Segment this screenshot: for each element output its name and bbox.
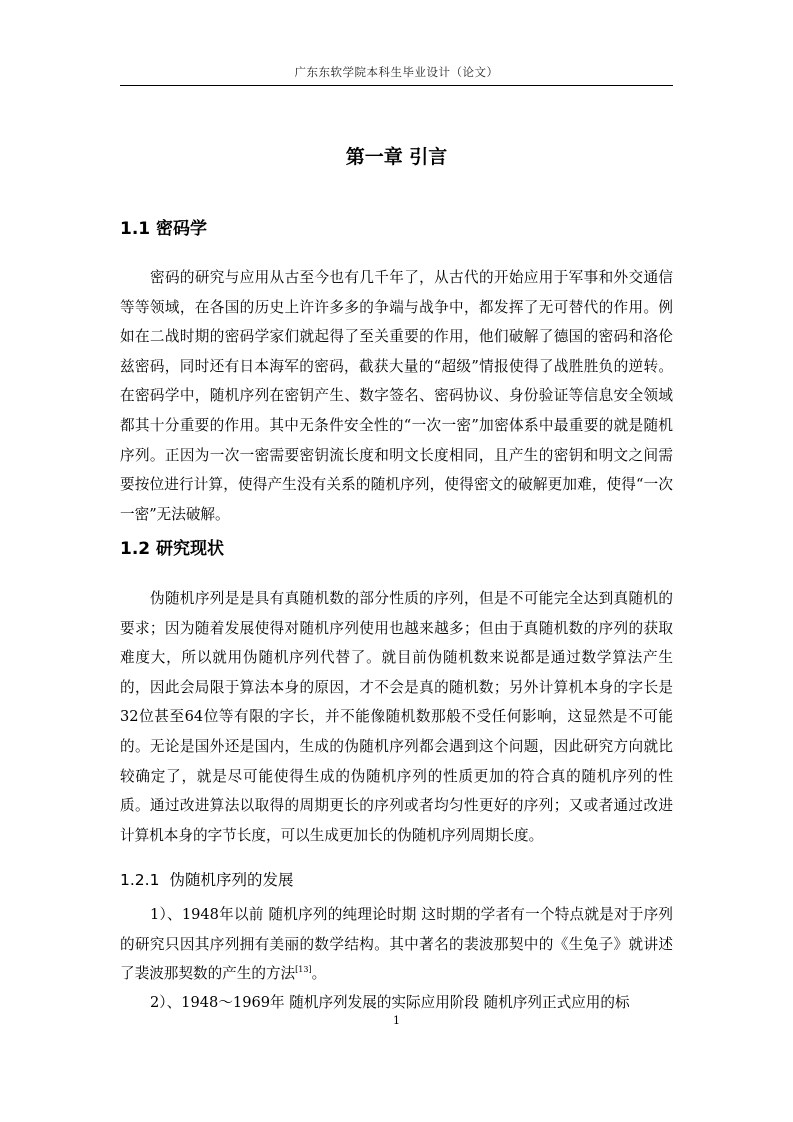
list-item-1-text: 1）、1948年以前 随机序列的纯理论时期 这时期的学者有一个特点就是对于序列的研究只因其序列拥有美丽的数学结构。其中著名的裴波那契中的《生兔子》就讲述了裴波那契数的产生的方法 [120,906,673,983]
list-item-1-end: 。 [311,965,327,983]
subsection-title: 伪随机序列的发展 [169,871,294,889]
list-item-1 [120,900,673,989]
section-1-1-paragraph: 密码的研究与应用从古至今也有几千年了，从古代的开始应用于军事和外交通信等等领域，在各国的历史上许许多多的争端与战争中，都发挥了无可替代的作用。例如在二战时期的密码学家们就起得了至关重要的作用，他们破解了德国的密码和洛伦兹密码，同时还有日本海军的密码，截获大量的“超级”情报使得了战胜胜负的逆转。在密码学中，随机序列在密钥产生、数字签名、密码协议、身份验证等信息安全领域都其十分重要的作用。其中无条件安全性的“一次一密”加密体系中最重要的就是随机序列。正因为一次一密需要密钥流长度和明文长度相同，且产生的密钥和明文之间需要按位进行计算，使得产生没有关系的随机序列，使得密文的破解更加难，使得“一次一密”无法破解。 [120,269,673,523]
citation-ref: [13] [295,965,312,975]
section-heading-1-1: 1.1 密码学 [120,219,208,239]
subsection-number: 1.2.1 [120,871,160,889]
section-heading-1-2: 1.2 研究现状 [120,539,225,559]
section-1-2-paragraph: 伪随机序列是是具有真随机数的部分性质的序列，但是不可能完全达到真随机的要求；因为随着发展使得对随机序列使用也越来越多；但由于真随机数的序列的获取难度大，所以就用伪随机序列代替了。就目前伪随机数来说都是通过数学算法产生的，因此会局限于算法本身的原因，才不会是真的随机数；另外计算机本身的字长是32位甚至64位等有限的字长，并不能像随机数那般不受任何影响，这显然是不可能的。无论是国外还是国内，生成的伪随机序列都会遇到这个问题，因此研究方向就比较确定了，就是尽可能使得生成的伪随机序列的性质更加的符合真的随机序列的性质。通过改进算法以取得的周期更长的序列或者均匀性更好的序列；又或者通过改进计算机本身的字节长度，可以生成更加长的伪随机序列周期长度。 [120,590,673,844]
page-number: 1 [393,1014,400,1027]
list-item-2: 2）、1948～1969年 随机序列发展的实际应用阶段 随机序列正式应用的标 [150,994,630,1011]
chapter-title: 第一章 引言 [345,146,448,168]
header-rule [120,85,673,86]
subsection-heading-1-2-1 [120,868,293,890]
page-header: 广东东软学院本科生毕业设计（论文） [294,65,499,79]
